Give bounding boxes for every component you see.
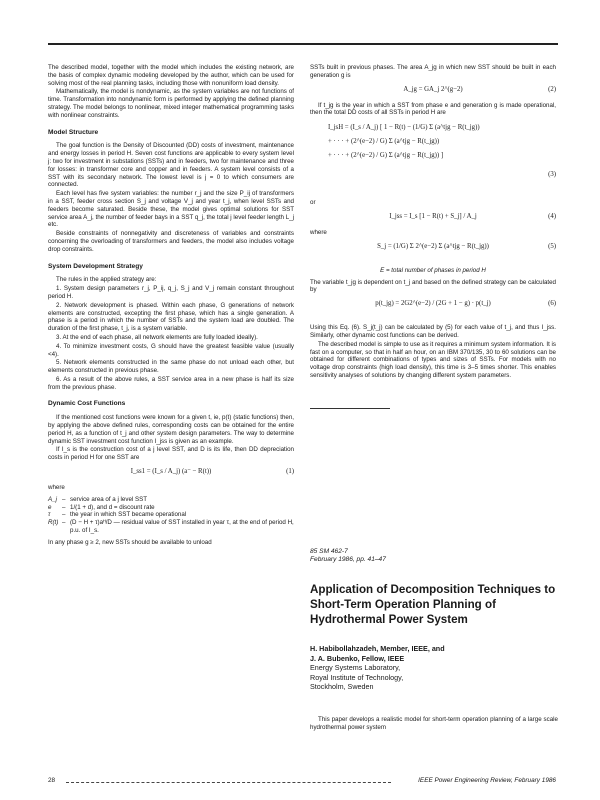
equation-body	[328, 121, 574, 163]
equation-body: p(t_jg) = 2G2^(e−2) / (2G + 1 − g) · p(t_j)	[375, 300, 491, 308]
definition-text: 1/(1 + d), and d = discount rate	[70, 503, 155, 511]
author-line: J. A. Bubenko, Fellow, IEEE	[310, 653, 405, 663]
article-title: Application of Decomposition Techniques to Short-Term Operation Planning of Hydrothermal Power System	[310, 583, 556, 626]
body-paragraph: In any phase g ≥ 2, new SSTs should be available to unload	[48, 538, 212, 546]
rule-item: 5. Network elements constructed in the same phase do not unload each other, but elements constructed in previous phase.	[48, 359, 294, 375]
where-label: where	[310, 228, 327, 236]
equation-number: (5)	[548, 242, 556, 250]
right-column	[310, 64, 556, 381]
body-paragraph: Using this Eq. (6). S_j(t_j) can be calculated by (5) for each value of t_j, and thus I_jss. Similarly, other dynamic cost functions can be derived.	[310, 324, 556, 339]
abstract-start: This paper develops a realistic model for short-term operation planning of a large scale hydrothermal power system	[310, 716, 558, 731]
body-paragraph: The described model is simple to use as it requires a minimum system information. It is fast on a computer, so that in half an hour, on an IBM 370/135, 30 to 60 solutions can be obtained for different combinations of types and sizes of SSTs. For models with no voltage drop constraints (high load density), this time is 3–5 times shorter. This enables sensitivity analyses of solutions by changing different system parameters.	[310, 340, 556, 379]
journal-source: IEEE Power Engineering Review, February 1986	[418, 777, 556, 784]
section-heading-model-structure: Model Structure	[48, 128, 99, 136]
page-number: 28	[48, 777, 56, 784]
where-label: where	[48, 484, 65, 492]
affiliation-line: Energy Systems Laboratory,	[310, 663, 401, 673]
equation-5	[310, 241, 556, 263]
equation-number: (1)	[286, 468, 294, 476]
or-label: or	[310, 199, 316, 207]
definition-symbol: e	[48, 503, 52, 511]
equation-2	[310, 84, 556, 98]
rule-item: 4. To minimize investment costs, G should have the greatest feasible value (usually <4).	[48, 342, 294, 358]
intro-paragraph: The described model, together with the model which includes the existing network, are the basis of complex dynamic modeling developed by the author, which can be used for solving most of the real planning tasks, including those with nonuniform load density.	[48, 64, 294, 87]
definition-text: the year in which SST became operational	[70, 511, 187, 519]
equation-6	[310, 298, 556, 320]
article-date: February 1986, pp. 41–47	[310, 556, 386, 564]
equation-body: S_j = (1/G) Σ 2^(e−2) Σ (a^tjg − R(t_jg))	[377, 242, 489, 250]
body-paragraph: If I_s is the construction cost of a j level SST, and D is its life, then DD depreciation costs in period H for one SST are	[48, 446, 294, 462]
definition-symbol: R(t)	[48, 519, 59, 527]
definition-symbol: A_j	[48, 495, 57, 503]
equation-4	[310, 211, 556, 225]
section-heading-strategy: System Development Strategy	[48, 262, 143, 270]
body-paragraph: The rules in the applied strategy are:	[56, 276, 157, 284]
body-paragraph: If t_jg is the year in which a SST from phase e and generation g is made operational, then the total DD costs of all SSTs in period H are	[310, 101, 556, 117]
body-paragraph: If the mentioned cost functions were known for a given t, ie, p(t) (static functions) then, by applying the above defined rules, corresponding costs can be obtained for the entire period H, as a function of t_j and other system design parameters. The way to determine dynamic SST investment cost function I_jss is given as an example.	[48, 414, 294, 445]
article-code: 85 SM 462-7	[310, 548, 348, 555]
body-paragraph: SSTs built in previous phases. The area A_jg in which new SST should be built in each generation g is	[310, 64, 556, 79]
equation-body: A_jg = GA_j 2^(g−2)	[403, 85, 463, 93]
body-paragraph: The goal function is the Density of Discounted (DD) costs of investment, maintenance and energy losses in period H. Seven cost functions are applicable to every system level j: two for investment in substations (SSTs) and in feeders, two for maintenance and three for losses: in transformer core and copper and in feeders. A system level consists of a SST with its secondary network. The lowest level is j = 0 to which consumers are connected.	[48, 142, 294, 189]
body-paragraph: Beside constraints of nonnegativity and discreteness of variables and constraints concerning the overloading of transformers and feeders, the model also includes voltage drop constraints.	[48, 230, 294, 253]
equation-body: I_jss = I_s [1 − R(t) + S_j] / A_j	[389, 212, 477, 220]
rule-item: 1. System design parameters r_j, P_ij, q_j, S_j and V_j remain constant throughout period H.	[48, 285, 294, 300]
equation-line: I_jsH = (I_s / A_j) [ 1 − R(t) − (1/G) Σ (a^tjg − R(t_jg))	[328, 124, 480, 132]
section-divider	[310, 408, 390, 409]
author-line: H. Habibollahzadeh, Member, IEEE, and	[310, 644, 445, 653]
equation-line: + · · · + (2^(e−2) / G) Σ (a^tjg − R(t_jg))	[328, 138, 440, 146]
definition-list	[48, 496, 294, 535]
article-reference	[310, 548, 386, 564]
affiliation-line: Royal Institute of Technology,	[310, 672, 404, 682]
definition-text: (D − H + τ)aᴴ/D — residual value of SST installed in year τ, at the end of period H, p.u. of I_s.	[70, 519, 294, 535]
body-paragraph: Each level has five system variables: the number r_j and the size P_ij of transformers in a SST, feeder cross section S_j and voltage V_j and year t_j, when level SSTs and feeders become saturated. Beside these, the model gives optimal solutions for SST service area A_j, the number of feeder bays in a SST q_j, the total j level feeder length L_j etc.	[48, 190, 294, 229]
definition-row: A_j – service area of a j level SST	[48, 496, 294, 504]
definition-row: R(t) – (D − H + τ)aᴴ/D — residual value of SST installed in year τ, at the end of period H, p.u. of I_s.	[48, 519, 294, 535]
equation-body: I_ss1 = (I_s / A_j) (a⁻ − R(t))	[130, 468, 212, 476]
section-heading-dynamic-cost: Dynamic Cost Functions	[48, 400, 126, 408]
equation-line: + · · · + (2^(e−2) / G) Σ (a^tjg − R(t_jg)) ]	[328, 152, 444, 160]
equation-number: (4)	[548, 212, 556, 220]
equation-number: (3)	[548, 171, 556, 179]
definition-row: e – 1/(1 + d), and d = discount rate	[48, 504, 294, 512]
footer-rule	[66, 782, 391, 783]
definition-symbol: τ	[48, 511, 51, 519]
body-paragraph: The variable t_jg is dependent on t_j and based on the defined strategy can be calculated by	[310, 278, 556, 294]
author-block	[310, 644, 560, 692]
equation-3	[310, 121, 556, 195]
top-rule	[48, 43, 558, 45]
affiliation-line: Stockholm, Sweden	[310, 682, 374, 692]
definition-text: service area of a j level SST	[70, 495, 148, 503]
intro-paragraph: Mathematically, the model is nondynamic, as the system variables are not functions of time. Transformation into nondynamic form is performed by applying the defined planning strategy. The model belongs to nonlinear, mixed integer mathematical programming tasks with nonlinear constraints.	[48, 88, 294, 119]
equation-note: E = total number of phases in period H	[380, 266, 486, 274]
equation-number: (6)	[548, 300, 556, 308]
equation-number: (2)	[548, 85, 556, 93]
rule-item: 6. As a result of the above rules, a SST service area in a new phase is half its size from the previous phase.	[48, 375, 294, 391]
definition-row: τ – the year in which SST became operational	[48, 511, 294, 519]
equation-1	[48, 466, 294, 480]
left-column	[48, 64, 294, 548]
rule-item: 3. At the end of each phase, all network elements are fully loaded ideally).	[56, 333, 258, 341]
rule-item: 2. Network development is phased. Within each phase, G generations of network elements are constructed, excepting the first phase, which has a single generation. A phase is a period in which the number of SSTs and the system load are doubled. The duration of the first phase, t_j, is a system variable.	[48, 301, 294, 333]
